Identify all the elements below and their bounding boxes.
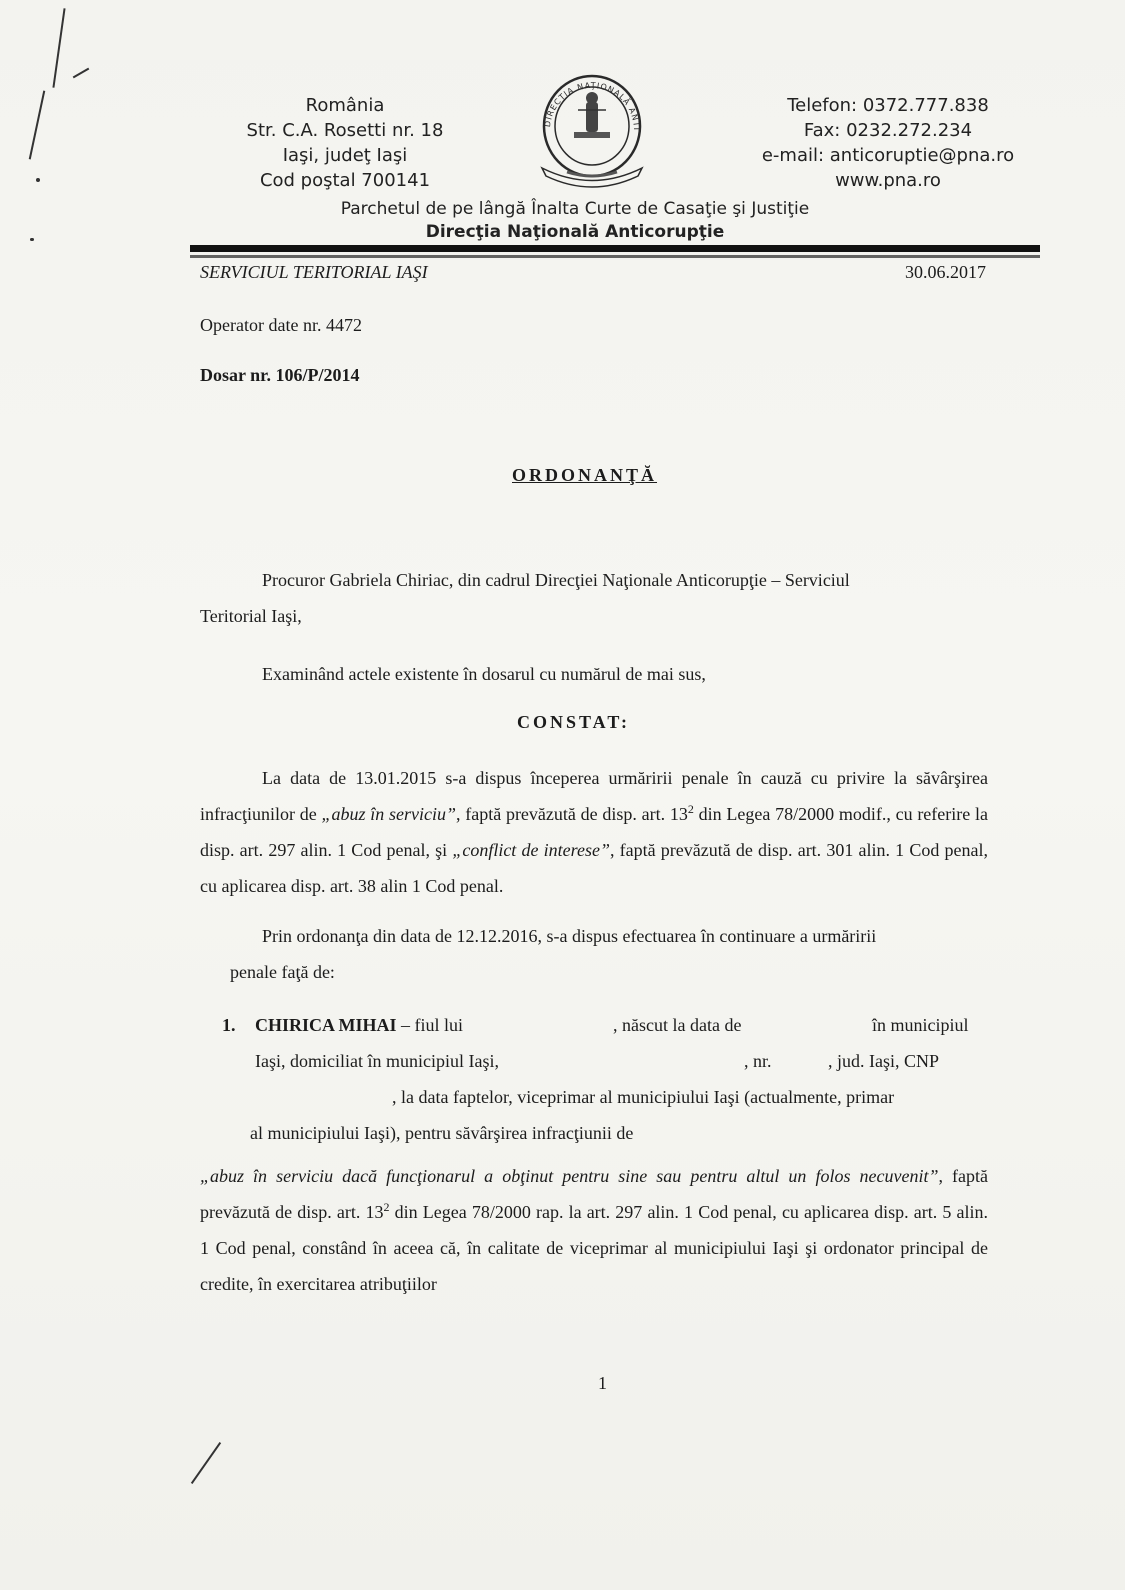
- person-name: CHIRICA MIHAI: [255, 1015, 397, 1035]
- item-role-line: , la data faptelor, viceprimar al municipiului Iaşi (actualmente, primar: [392, 1087, 895, 1107]
- p3-text-c: din Legea 78/2000 modif., cu referire la disp. art. 297 alin. 1 Cod penal, şi: [200, 804, 988, 860]
- item-birth-label: , născut la data de: [613, 1015, 742, 1035]
- continuation-line-2: penale faţă de:: [230, 962, 335, 982]
- contact-fax: Fax: 0232.272.234: [803, 120, 973, 141]
- page-number: 1: [598, 1373, 607, 1393]
- item-superscript: 2: [383, 1200, 390, 1214]
- continuation-line-1: Prin ordonanţa din data de 12.12.2016, s-a dispus efectuarea în continuare a urmăririi: [262, 926, 877, 946]
- p3-superscript: 2: [687, 802, 694, 816]
- item-offence-text-b: din Legea 78/2000 rap. la art. 297 alin. 1 Cod penal, cu aplicarea disp. art. 5 alin. 1 Cod penal, constând în aceea că, în calitate de viceprimar al municipiului Iaşi şi ordonator principal de credite, în exercitarea atribuţiilor: [200, 1202, 989, 1294]
- item-county-label: , jud. Iaşi, CNP: [828, 1051, 940, 1071]
- item-offence-description: [200, 1158, 988, 1302]
- document-title: ORDONANŢĂ: [512, 465, 658, 485]
- p3-offence-abuse: „abuz în serviciu”: [321, 804, 456, 824]
- address-street: Str. C.A. Rosetti nr. 18: [246, 120, 444, 141]
- address-city: Iaşi, judeţ Iaşi: [282, 145, 408, 166]
- case-number: Dosar nr. 106/P/2014: [200, 365, 360, 385]
- directorate-name: Direcţia Naţională Anticorupţie: [425, 222, 725, 242]
- seal-text: DIRECŢIA NAŢIONALĂ ANTI: [543, 80, 642, 132]
- constat-heading: CONSTAT:: [517, 712, 631, 732]
- contact-website: www.pna.ro: [835, 170, 941, 191]
- item-offence-quote: „abuz în serviciu dacă funcţionarul a obţinut pentru sine sau pentru altul un folos necuvenit”: [200, 1166, 939, 1186]
- item-number-label: , nr.: [744, 1051, 772, 1071]
- p3-text-b: , faptă prevăzută de disp. art. 13: [455, 804, 688, 824]
- item-offence-text-a: , faptă prevăzută de disp. art. 13: [200, 1166, 988, 1222]
- document-date: 30.06.2017: [905, 262, 986, 282]
- service-name: SERVICIUL TERITORIAL IAŞI: [200, 262, 428, 282]
- item-line-1: [255, 1013, 463, 1037]
- address-postal-code: Cod poştal 700141: [259, 170, 431, 191]
- contact-phone: Telefon: 0372.777.838: [787, 95, 989, 116]
- prosecutor-line-2: Teritorial Iaşi,: [200, 606, 302, 626]
- prosecutor-line-1: Procuror Gabriela Chiriac, din cadrul Direcţiei Naţionale Anticorupţie – Serviciul: [262, 570, 850, 590]
- contact-email: e-mail: anticoruptie@pna.ro: [761, 145, 1015, 166]
- item-offence-intro: al municipiului Iaşi), pentru săvârşirea infracţiunii de: [250, 1123, 634, 1143]
- p3-offence-conflict: „conflict de interese”: [452, 840, 610, 860]
- item-number: 1.: [222, 1015, 236, 1035]
- operator-number: Operator date nr. 4472: [200, 315, 362, 335]
- institution-name: Parchetul de pe lângă Înalta Curte de Casaţie şi Justiţie: [340, 199, 810, 219]
- p3-text-a: La data de 13.01.2015 s-a dispus începerea urmăririi penale în cauză cu privire la săvârşirea infracţiunilor de: [200, 768, 988, 824]
- paragraph-examining: Examinând actele existente în dosarul cu numărul de mai sus,: [262, 664, 706, 684]
- item-father-label: – fiul lui: [396, 1015, 464, 1035]
- address-country: România: [305, 95, 385, 116]
- item-municipality-label: în municipiul: [872, 1015, 969, 1035]
- item-domicile-label: Iaşi, domiciliat în municipiul Iaşi,: [255, 1051, 499, 1071]
- p3-text-d: , faptă prevăzută de disp. art. 301 alin. 1 Cod penal, cu aplicarea disp. art. 38 alin 1 Cod penal.: [200, 840, 988, 896]
